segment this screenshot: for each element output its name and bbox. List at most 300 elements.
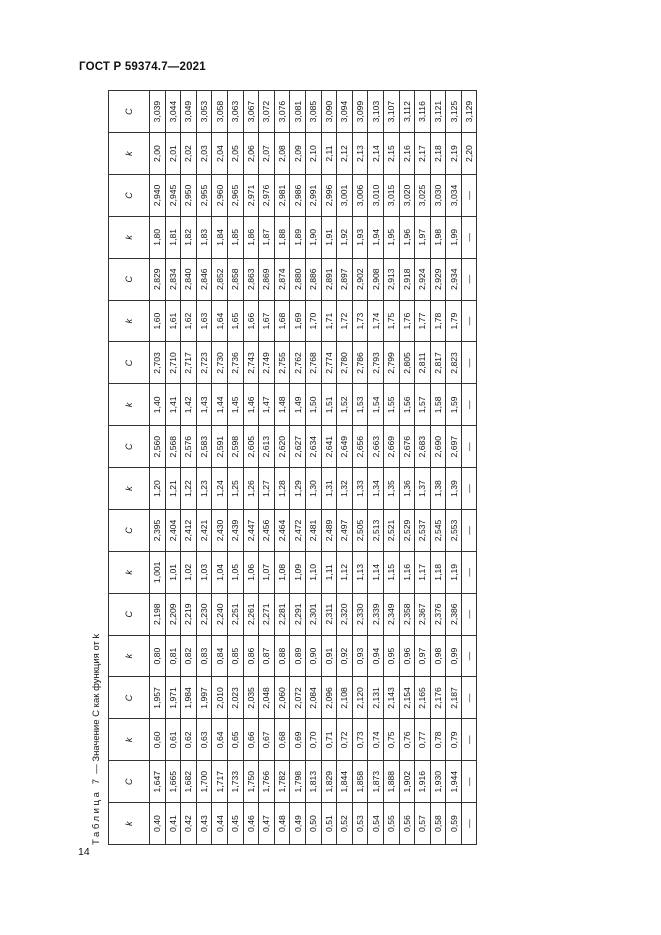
cell-k: 1,38 xyxy=(430,468,446,510)
cell-k: 1,84 xyxy=(212,216,228,258)
cell-k: 0,50 xyxy=(305,803,321,845)
cell-c: 2,261 xyxy=(243,593,259,635)
cell-k: 1,22 xyxy=(181,468,197,510)
cell-c: 2,605 xyxy=(243,426,259,468)
cell-k: 1,50 xyxy=(305,384,321,426)
table-row xyxy=(243,91,259,845)
cell-k: 1,90 xyxy=(305,216,321,258)
cell-k: 1,16 xyxy=(399,551,415,593)
cell-c: 2,986 xyxy=(290,175,306,217)
cell-c: 2,464 xyxy=(274,510,290,552)
cell-k: 1,55 xyxy=(383,384,399,426)
cell-c: 3,001 xyxy=(337,175,353,217)
table-row xyxy=(212,91,228,845)
cell-c: 2,154 xyxy=(399,677,415,719)
cell-c: 2,349 xyxy=(383,593,399,635)
cell-c: 2,897 xyxy=(337,258,353,300)
cell-c: 2,395 xyxy=(150,510,166,552)
cell-k: 1,92 xyxy=(337,216,353,258)
cell-k: 2,12 xyxy=(337,133,353,175)
cell-k: 0,99 xyxy=(446,635,462,677)
cell-k: 1,76 xyxy=(399,300,415,342)
cell-c: 2,489 xyxy=(321,510,337,552)
cell-c: 3,099 xyxy=(352,91,368,133)
cell-c: 3,058 xyxy=(212,91,228,133)
cell-k: 1,11 xyxy=(321,551,337,593)
cell-k: 0,71 xyxy=(321,719,337,761)
cell-k: 2,16 xyxy=(399,133,415,175)
cell-c: 3,081 xyxy=(290,91,306,133)
cell-k: — xyxy=(461,551,477,593)
cell-k: 1,97 xyxy=(415,216,431,258)
cell-c: 2,311 xyxy=(321,593,337,635)
cell-k: 1,21 xyxy=(165,468,181,510)
cell-k: 1,59 xyxy=(446,384,462,426)
cell-c: 3,006 xyxy=(352,175,368,217)
cell-k: 1,70 xyxy=(305,300,321,342)
cell-k: 1,89 xyxy=(290,216,306,258)
cell-c: — xyxy=(461,175,477,217)
cell-k: 2,13 xyxy=(352,133,368,175)
cell-c: — xyxy=(461,761,477,803)
table-row xyxy=(383,91,399,845)
column-header-k: k xyxy=(109,803,150,845)
cell-c: 2,096 xyxy=(321,677,337,719)
cell-k: 2,11 xyxy=(321,133,337,175)
cell-k: 0,58 xyxy=(430,803,446,845)
cell-k: 1,47 xyxy=(259,384,275,426)
cell-k: 0,54 xyxy=(368,803,384,845)
cell-c: 2,829 xyxy=(150,258,166,300)
cell-c: 2,869 xyxy=(259,258,275,300)
cell-c: 2,736 xyxy=(227,342,243,384)
cell-k: 1,60 xyxy=(150,300,166,342)
cell-c: 3,112 xyxy=(399,91,415,133)
cell-c: 1,766 xyxy=(259,761,275,803)
cell-c: — xyxy=(461,426,477,468)
cell-k: 0,60 xyxy=(150,719,166,761)
cell-c: 3,072 xyxy=(259,91,275,133)
cell-k: 1,52 xyxy=(337,384,353,426)
cell-c: 2,521 xyxy=(383,510,399,552)
cell-k: 0,97 xyxy=(415,635,431,677)
cell-c: 2,339 xyxy=(368,593,384,635)
cell-c: 2,301 xyxy=(305,593,321,635)
cell-k: 2,02 xyxy=(181,133,197,175)
cell-c: 3,020 xyxy=(399,175,415,217)
cell-k: 1,18 xyxy=(430,551,446,593)
cell-k: 1,32 xyxy=(337,468,353,510)
cell-k: 0,45 xyxy=(227,803,243,845)
cell-c: 3,034 xyxy=(446,175,462,217)
cell-k: — xyxy=(461,300,477,342)
cell-c: 2,799 xyxy=(383,342,399,384)
cell-k: 1,15 xyxy=(383,551,399,593)
cell-c: 2,649 xyxy=(337,426,353,468)
cell-k: 0,41 xyxy=(165,803,181,845)
cell-c: 2,858 xyxy=(227,258,243,300)
table-row xyxy=(305,91,321,845)
cell-c: 2,386 xyxy=(446,593,462,635)
cell-k: 1,08 xyxy=(274,551,290,593)
cell-c: 2,902 xyxy=(352,258,368,300)
cell-c: 2,863 xyxy=(243,258,259,300)
document-header: ГОСТ Р 59374.7—2021 xyxy=(79,61,206,73)
cell-c: 3,103 xyxy=(368,91,384,133)
cell-k: 0,57 xyxy=(415,803,431,845)
cell-k: 1,51 xyxy=(321,384,337,426)
column-header-c: C xyxy=(109,426,150,468)
cell-k: 1,82 xyxy=(181,216,197,258)
cell-c: 2,683 xyxy=(415,426,431,468)
cell-k: 2,03 xyxy=(196,133,212,175)
cell-k: 0,47 xyxy=(259,803,275,845)
cell-k: 1,66 xyxy=(243,300,259,342)
cell-c: 2,852 xyxy=(212,258,228,300)
column-header-c: C xyxy=(109,91,150,133)
column-header-k: k xyxy=(109,133,150,175)
cell-k: 1,86 xyxy=(243,216,259,258)
column-header-k: k xyxy=(109,216,150,258)
cell-k: 1,79 xyxy=(446,300,462,342)
cell-k: 1,73 xyxy=(352,300,368,342)
cell-k: 0,74 xyxy=(368,719,384,761)
cell-k: 1,27 xyxy=(259,468,275,510)
cell-k: 0,56 xyxy=(399,803,415,845)
cell-c: 2,823 xyxy=(446,342,462,384)
cell-c: 2,219 xyxy=(181,593,197,635)
cell-c: 2,834 xyxy=(165,258,181,300)
cell-k: 1,75 xyxy=(383,300,399,342)
cell-c: 1,858 xyxy=(352,761,368,803)
cell-k: 0,92 xyxy=(337,635,353,677)
cell-c: 3,090 xyxy=(321,91,337,133)
cell-c: 2,805 xyxy=(399,342,415,384)
cell-k: 1,12 xyxy=(337,551,353,593)
column-header-c: C xyxy=(109,510,150,552)
cell-c: 2,846 xyxy=(196,258,212,300)
cell-c: 2,627 xyxy=(290,426,306,468)
cell-c: 2,048 xyxy=(259,677,275,719)
cell-c: 2,187 xyxy=(446,677,462,719)
cell-c: 3,015 xyxy=(383,175,399,217)
cell-k: 1,01 xyxy=(165,551,181,593)
table-row xyxy=(461,91,477,845)
cell-k: 1,23 xyxy=(196,468,212,510)
cell-c: 1,971 xyxy=(165,677,181,719)
cell-k: 0,94 xyxy=(368,635,384,677)
table-row xyxy=(227,91,243,845)
cell-c: 2,697 xyxy=(446,426,462,468)
cell-c: 2,918 xyxy=(399,258,415,300)
column-header-c: C xyxy=(109,761,150,803)
cell-c: 3,116 xyxy=(415,91,431,133)
cell-k: 0,72 xyxy=(337,719,353,761)
cell-k: 1,37 xyxy=(415,468,431,510)
cell-k: 0,59 xyxy=(446,803,462,845)
cell-c: 2,545 xyxy=(430,510,446,552)
cell-k: 0,68 xyxy=(274,719,290,761)
cell-c: 2,768 xyxy=(305,342,321,384)
cell-k: 1,62 xyxy=(181,300,197,342)
cell-c: 3,076 xyxy=(274,91,290,133)
cell-k: 2,05 xyxy=(227,133,243,175)
cell-c: 2,811 xyxy=(415,342,431,384)
cell-k: 1,40 xyxy=(150,384,166,426)
cell-k: 1,57 xyxy=(415,384,431,426)
cell-c: 2,176 xyxy=(430,677,446,719)
cell-c: 2,774 xyxy=(321,342,337,384)
cell-c: 2,447 xyxy=(243,510,259,552)
table-row xyxy=(181,91,197,845)
cell-k: — xyxy=(461,468,477,510)
cell-k: 2,15 xyxy=(383,133,399,175)
cell-k: 0,88 xyxy=(274,635,290,677)
cell-k: 2,08 xyxy=(274,133,290,175)
cell-c: 2,730 xyxy=(212,342,228,384)
column-header-c: C xyxy=(109,175,150,217)
cell-c: 2,929 xyxy=(430,258,446,300)
cell-c: 2,634 xyxy=(305,426,321,468)
cell-k: 1,13 xyxy=(352,551,368,593)
cell-k: 0,83 xyxy=(196,635,212,677)
table-caption xyxy=(88,634,106,845)
cell-c: 1,700 xyxy=(196,761,212,803)
cell-c: 2,656 xyxy=(352,426,368,468)
cell-c: 1,957 xyxy=(150,677,166,719)
cell-k: 0,63 xyxy=(196,719,212,761)
cell-c: 3,025 xyxy=(415,175,431,217)
cell-k: 0,62 xyxy=(181,719,197,761)
cell-k: 0,40 xyxy=(150,803,166,845)
cell-k: 0,69 xyxy=(290,719,306,761)
cell-k: 1,26 xyxy=(243,468,259,510)
cell-c: 2,817 xyxy=(430,342,446,384)
cell-k: 1,93 xyxy=(352,216,368,258)
cell-c: 2,143 xyxy=(383,677,399,719)
table-row xyxy=(165,91,181,845)
cell-k: 1,96 xyxy=(399,216,415,258)
cell-k: 1,43 xyxy=(196,384,212,426)
table-row xyxy=(352,91,368,845)
cell-k: 0,48 xyxy=(274,803,290,845)
cell-c: 2,553 xyxy=(446,510,462,552)
cell-k: 1,42 xyxy=(181,384,197,426)
cell-k: 1,85 xyxy=(227,216,243,258)
cell-c: 2,513 xyxy=(368,510,384,552)
table-row xyxy=(290,91,306,845)
cell-c: 2,497 xyxy=(337,510,353,552)
table-row xyxy=(368,91,384,845)
cell-k: 1,56 xyxy=(399,384,415,426)
cell-k: 0,75 xyxy=(383,719,399,761)
cell-c: 3,039 xyxy=(150,91,166,133)
cell-k: 1,61 xyxy=(165,300,181,342)
cell-k: — xyxy=(461,635,477,677)
column-header-k: k xyxy=(109,468,150,510)
cell-k: 1,19 xyxy=(446,551,462,593)
cell-k: 2,00 xyxy=(150,133,166,175)
cell-c: 2,291 xyxy=(290,593,306,635)
cell-c: 2,950 xyxy=(181,175,197,217)
cell-c: 1,647 xyxy=(150,761,166,803)
cell-c: 2,717 xyxy=(181,342,197,384)
cell-k: 1,04 xyxy=(212,551,228,593)
cell-c: 3,129 xyxy=(461,91,477,133)
cell-c: 2,251 xyxy=(227,593,243,635)
cell-c: 1,944 xyxy=(446,761,462,803)
cell-c: 2,481 xyxy=(305,510,321,552)
cell-k: 0,52 xyxy=(337,803,353,845)
cell-k: 1,001 xyxy=(150,551,166,593)
cell-c: 1,829 xyxy=(321,761,337,803)
column-header-c: C xyxy=(109,342,150,384)
table-caption-prefix: Таблица 7 xyxy=(91,776,102,845)
cell-c: 2,120 xyxy=(352,677,368,719)
cell-c: — xyxy=(461,510,477,552)
cell-k: 1,46 xyxy=(243,384,259,426)
cell-k: 1,72 xyxy=(337,300,353,342)
cell-k: — xyxy=(461,803,477,845)
cell-c: 2,529 xyxy=(399,510,415,552)
cell-k: — xyxy=(461,719,477,761)
cell-k: 2,18 xyxy=(430,133,446,175)
column-header-c: C xyxy=(109,593,150,635)
cell-c: 2,755 xyxy=(274,342,290,384)
cell-k: 1,05 xyxy=(227,551,243,593)
table-caption-text: — Значение C как функция от k xyxy=(91,633,102,777)
cell-k: 0,85 xyxy=(227,635,243,677)
cell-c: — xyxy=(461,258,477,300)
cell-k: 0,86 xyxy=(243,635,259,677)
cell-c: 2,439 xyxy=(227,510,243,552)
cell-k: 0,80 xyxy=(150,635,166,677)
cell-k: 1,10 xyxy=(305,551,321,593)
cell-k: 2,14 xyxy=(368,133,384,175)
cell-k: 1,81 xyxy=(165,216,181,258)
cell-k: 1,58 xyxy=(430,384,446,426)
cell-c: 2,240 xyxy=(212,593,228,635)
cell-c: 3,067 xyxy=(243,91,259,133)
cell-k: 1,14 xyxy=(368,551,384,593)
table-row xyxy=(415,91,431,845)
cell-c: 2,320 xyxy=(337,593,353,635)
cell-c: 1,984 xyxy=(181,677,197,719)
cell-k: 2,17 xyxy=(415,133,431,175)
cell-k: 0,82 xyxy=(181,635,197,677)
cell-c: 3,094 xyxy=(337,91,353,133)
cell-c: 2,663 xyxy=(368,426,384,468)
cell-c: 2,913 xyxy=(383,258,399,300)
cell-k: 0,87 xyxy=(259,635,275,677)
cell-k: 1,91 xyxy=(321,216,337,258)
cell-c: 2,376 xyxy=(430,593,446,635)
cell-k: 0,64 xyxy=(212,719,228,761)
cell-c: — xyxy=(461,342,477,384)
cell-c: 1,717 xyxy=(212,761,228,803)
cell-c: 2,023 xyxy=(227,677,243,719)
cell-c: 2,620 xyxy=(274,426,290,468)
cell-c: 2,880 xyxy=(290,258,306,300)
cell-k: — xyxy=(461,384,477,426)
cell-k: 1,54 xyxy=(368,384,384,426)
cell-c: 1,997 xyxy=(196,677,212,719)
table-row xyxy=(259,91,275,845)
cell-k: 1,07 xyxy=(259,551,275,593)
cell-k: 1,41 xyxy=(165,384,181,426)
table-body xyxy=(150,91,477,845)
cell-c: 1,888 xyxy=(383,761,399,803)
table-row xyxy=(399,91,415,845)
cell-k: 0,51 xyxy=(321,803,337,845)
cell-c: 2,560 xyxy=(150,426,166,468)
column-header-k: k xyxy=(109,635,150,677)
cell-c: 1,682 xyxy=(181,761,197,803)
cell-k: 1,03 xyxy=(196,551,212,593)
cell-k: 1,71 xyxy=(321,300,337,342)
cell-c: 2,537 xyxy=(415,510,431,552)
cell-c: 2,996 xyxy=(321,175,337,217)
cell-c: 1,750 xyxy=(243,761,259,803)
cell-c: 2,891 xyxy=(321,258,337,300)
cell-k: 1,68 xyxy=(274,300,290,342)
cell-c: 2,084 xyxy=(305,677,321,719)
cell-c: 2,840 xyxy=(181,258,197,300)
cell-c: 1,665 xyxy=(165,761,181,803)
cell-k: 2,04 xyxy=(212,133,228,175)
table-row xyxy=(150,91,166,845)
cell-k: 2,10 xyxy=(305,133,321,175)
cell-k: 0,81 xyxy=(165,635,181,677)
cell-k: 0,98 xyxy=(430,635,446,677)
cell-c: 2,404 xyxy=(165,510,181,552)
cell-k: 0,61 xyxy=(165,719,181,761)
cell-k: 1,44 xyxy=(212,384,228,426)
cell-c: 2,723 xyxy=(196,342,212,384)
cell-c: 2,060 xyxy=(274,677,290,719)
rotated-table-block xyxy=(88,90,475,845)
cell-k: 0,49 xyxy=(290,803,306,845)
cell-c: 2,786 xyxy=(352,342,368,384)
cell-k: 0,46 xyxy=(243,803,259,845)
cell-k: 1,69 xyxy=(290,300,306,342)
cell-c: 3,030 xyxy=(430,175,446,217)
column-header-k: k xyxy=(109,719,150,761)
cell-c: 1,902 xyxy=(399,761,415,803)
cell-c: 2,960 xyxy=(212,175,228,217)
cell-k: 1,87 xyxy=(259,216,275,258)
cell-c: 2,131 xyxy=(368,677,384,719)
cell-k: 1,45 xyxy=(227,384,243,426)
cell-c: 2,690 xyxy=(430,426,446,468)
table-row xyxy=(274,91,290,845)
cell-k: 1,78 xyxy=(430,300,446,342)
cell-c: 3,053 xyxy=(196,91,212,133)
cell-c: 2,749 xyxy=(259,342,275,384)
cell-k: 0,95 xyxy=(383,635,399,677)
cell-c: 3,107 xyxy=(383,91,399,133)
cell-c: 2,874 xyxy=(274,258,290,300)
cell-k: 1,77 xyxy=(415,300,431,342)
cell-k: 1,83 xyxy=(196,216,212,258)
table-header-row xyxy=(109,91,150,845)
cell-c: 2,955 xyxy=(196,175,212,217)
cell-c: 2,198 xyxy=(150,593,166,635)
cell-c: 2,430 xyxy=(212,510,228,552)
cell-k: 0,65 xyxy=(227,719,243,761)
cell-k: 0,67 xyxy=(259,719,275,761)
cell-k: 1,98 xyxy=(430,216,446,258)
